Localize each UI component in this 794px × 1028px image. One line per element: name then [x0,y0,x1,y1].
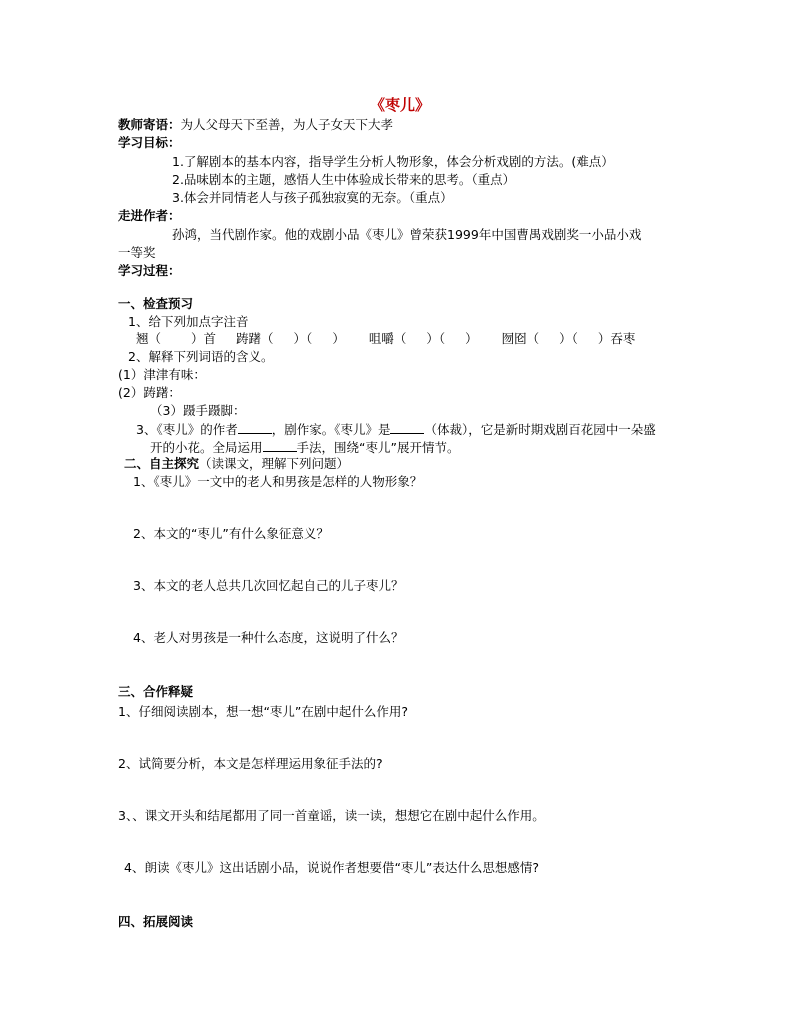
fill-blank-genre[interactable] [390,421,424,434]
fill-blank-technique[interactable] [263,439,297,452]
process-heading: 学习过程： [118,263,181,278]
pinyin-word-3: 咀嚼（ [368,331,407,346]
explore-heading-line [124,456,349,472]
pinyin-word-2: 踌躇（ [236,331,274,346]
explore-q1: 1、《枣儿》一文中的老人和男孩是怎样的人物形象？ [133,474,423,489]
explore-q3: 3、本文的老人总共几次回忆起自己的儿子枣儿？ [133,578,404,593]
pinyin-row: 翘（ ）首 踌躇（ ）（ ） 咀嚼（ ）（ ） 囫囵（ ）（ ）吞枣 [136,331,636,346]
preview-q2c: （3）蹑手蹑脚： [150,403,246,418]
goals-heading: 学习目标： [118,135,181,150]
goal-item-2: 2.品味剧本的主题，感悟人生中体验成长带来的思考。（重点） [172,172,516,187]
preview-heading: 一、检查预习 [118,296,194,311]
motto-label: 教师寄语： [118,117,181,132]
explore-heading: 二、自主探究 [124,456,200,471]
document-title: 《枣儿》 [370,96,431,114]
extend-heading: 四、拓展阅读 [118,914,194,929]
cooperate-q4: 4、朗读《枣儿》这出话剧小品，说说作者想要借“枣儿”表达什么思想感情? [124,860,540,875]
goal-item-1: 1.了解剧本的基本内容，指导学生分析人物形象，体会分析戏剧的方法。(难点） [172,154,614,169]
author-heading: 走进作者： [118,208,181,223]
author-text-line1: 孙鸿，当代剧作家。他的戏剧小品《枣儿》曾荣获1999年中国曹禺戏剧奖一小品小戏 [172,227,642,242]
preview-q1: 1、给下列加点字注音 [128,314,249,329]
author-text-line2: 一等奖 [118,245,156,260]
explore-q4: 4、老人对男孩是一种什么态度，这说明了什么？ [133,630,404,645]
preview-q2b: (2）踌躇： [118,385,181,400]
cooperate-q3: 3、、课文开头和结尾都用了同一首童谣，读一读，想想它在剧中起什么作用。 [118,808,545,823]
fill-blank-author[interactable] [238,421,272,434]
preview-q3-line1: 3、《枣儿》的作者 ，剧作家。《枣儿》是 （体裁），它是新时期戏剧百花园中一朵盛 [136,422,656,437]
pinyin-word-4: 囫囵（ [501,331,540,346]
goal-item-3: 3.体会并同情老人与孩子孤独寂寞的无奈。（重点） [172,190,453,205]
motto-text: 为人父母天下至善，为人子女天下大孝 [180,117,394,132]
preview-q3-line2: 开的小花。全局运用 手法，围绕“枣儿”展开情节。 [150,440,460,455]
explore-note: （读课文，理解下列问题） [199,456,350,471]
preview-q2: 2、解释下列词语的含义。 [128,349,274,364]
preview-q2a: (1）津津有味： [118,367,206,382]
cooperate-q2: 2、试简要分析，本文是怎样理运用象征手法的? [118,756,383,771]
pinyin-word-1: 翘（ [136,331,162,346]
cooperate-q1: 1、仔细阅读剧本，想一想“枣儿”在剧中起什么作用? [118,704,409,719]
cooperate-heading: 三、合作释疑 [118,684,194,699]
explore-q2: 2、本文的“枣儿”有什么象征意义？ [133,526,329,541]
motto-line [118,117,393,133]
